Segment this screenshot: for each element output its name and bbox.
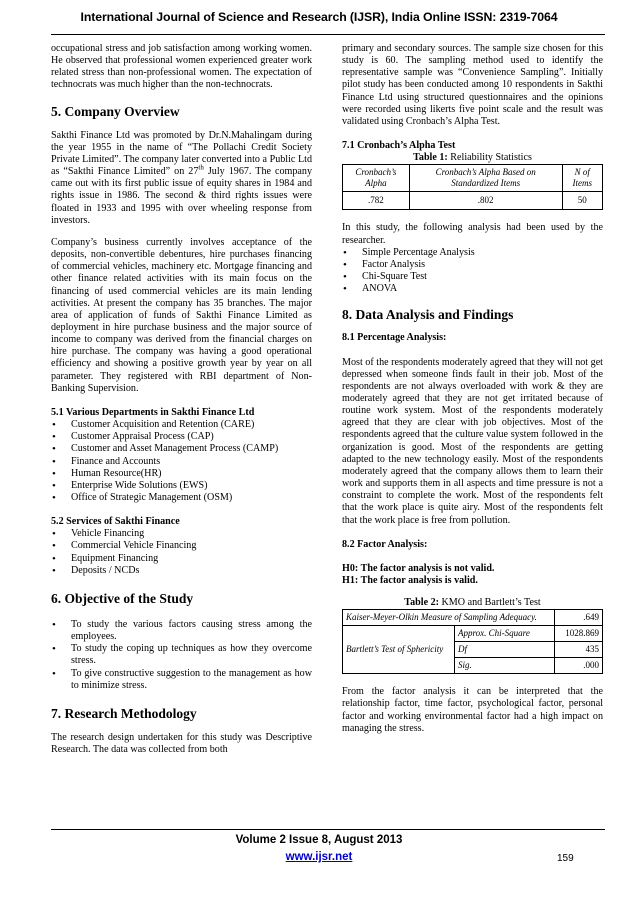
section-5-1-heading: 5.1 Various Departments in Sakthi Finance Ltd: [51, 406, 255, 418]
null-hypothesis: H0: The factor analysis is not valid.: [342, 562, 495, 574]
section-5-paragraph-1: Sakthi Finance Ltd was promoted by Dr.N.Mahalingam during the year 1955 in the name of “The Pollachi Credit Society Private Limited”. The company later converted into a Public Ltd as “Sakthi Finance Limited” on 27th July 1967. The company came out with its first public issue of equity shares in 1984 and rights issue in 1986. The second & third rights issues were floated in 1933 and 1995 with over wheeling response from investors.: [51, 129, 312, 226]
table-cell: 50: [562, 192, 602, 210]
intro-paragraph: occupational stress and job satisfaction among working women. He observed that professional women experienced greater work related stress than non-professional women. The expectation of technocrats was much higher than the non-technocrats.: [51, 43, 312, 91]
header-rule: [51, 34, 605, 35]
footer-url-link[interactable]: www.ijsr.net: [285, 851, 353, 863]
table-cell: Df: [455, 642, 555, 658]
analysis-intro-paragraph: In this study, the following analysis had been used by the researcher.: [342, 222, 603, 246]
table-header-cell: N of Items: [562, 165, 602, 192]
section-5-paragraph-2: Company’s business currently involves acceptance of the deposits, non-convertible debentures, hire purchases financing of commercial vehicles, machinery etc. Mortgage financing and other finance related activities with its main focus on the financing of used commercial vehicles are its main lending activities. At present the company has 35 branches. The major area of application of funds of Sakthi Finance Limited as deployment in hire purchase business and the major source of income to company was derived from the financial charges on hire purchase. The company was having a good operational efficiency and showing a positive growth year by year on all parameter. They registered with RBI department of Non-Banking Supervision.: [51, 236, 312, 394]
table-cell: Approx. Chi-Square: [455, 626, 555, 642]
list-item: • Simple Percentage Analysis: [342, 247, 603, 259]
list-item: • To study the various factors causing stress among the employees.: [51, 619, 312, 643]
list-item: • Factor Analysis: [342, 259, 603, 271]
section-7-1-heading: 7.1 Cronbach’s Alpha Test: [342, 140, 456, 152]
section-8-1-heading: 8.1 Percentage Analysis:: [342, 332, 447, 344]
list-item: • Chi-Square Test: [342, 271, 603, 283]
table-cell: Sig.: [455, 658, 555, 674]
table-row: [343, 610, 603, 626]
percentage-analysis-paragraph: Most of the respondents moderately agreed that they will not get depressed when someone finds fault in their job. Most of the respondents are not always overloaded with work & they are moderately agreed that they are not get irritated because of routine work system. Most of the respondents moderately agreed that they are clear with job objectives. Most of the respondents agreed that the culture value system followed in the organization is good. Most of the respondents are getting adapted to the new technology easily. Most of the respondents moderately agreed that the company allows them to learn their work and supports them in all aspects and time pressure is not a constraint to complete the work. Most of the respondents felt that the work place is quite airy. Most of the respondents felt that the work place is free from pollution.: [342, 356, 603, 526]
section-7-heading: 7. Research Methodology: [51, 705, 197, 721]
list-item: • To give constructive suggestion to the management as how to minimize stress.: [51, 668, 312, 692]
objectives-list: [51, 619, 312, 692]
left-column: [51, 43, 312, 756]
list-item: • Human Resource(HR): [51, 468, 312, 480]
right-column: [342, 43, 603, 735]
list-item: • ANOVA: [342, 283, 603, 295]
list-item: • Equipment Financing: [51, 553, 312, 565]
list-item: • Deposits / NCDs: [51, 565, 312, 577]
list-item: • Office of Strategic Management (OSM): [51, 492, 312, 504]
table-cell: 1028.869: [555, 626, 603, 642]
table-2-caption: Table 2: KMO and Bartlett’s Test: [404, 597, 541, 609]
footer-issue: Volume 2 Issue 8, August 2013: [235, 834, 403, 846]
table-row: [343, 192, 603, 210]
services-list: [51, 528, 312, 577]
section-5-2-heading: 5.2 Services of Sakthi Finance: [51, 516, 180, 528]
section-7-paragraph: The research design undertaken for this study was Descriptive Research. The data was collected from both: [51, 731, 312, 756]
methodology-continued-paragraph: primary and secondary sources. The sample size chosen for this study is 60. The sampling method used to identify the representative sample was “Convenience Sampling”. Initially pilot study has been conducted among 10 respondents in Sakthi Finance Ltd using structured questionnaires and the opinions were recorded using likerts five point scale and the result was validated using Cronbach’s Alpha Test.: [342, 43, 603, 127]
list-item: • Customer Appraisal Process (CAP): [51, 431, 312, 443]
list-item: • Finance and Accounts: [51, 456, 312, 468]
list-item: • Enterprise Wide Solutions (EWS): [51, 480, 312, 492]
list-item: • Vehicle Financing: [51, 528, 312, 540]
journal-header: International Journal of Science and Research (IJSR), India Online ISSN: 2319-7064: [80, 10, 558, 24]
table-1-caption: Table 1: Reliability Statistics: [413, 152, 532, 164]
section-8-heading: 8. Data Analysis and Findings: [342, 307, 514, 323]
table-cell: .000: [555, 658, 603, 674]
section-5-heading: 5. Company Overview: [51, 103, 180, 119]
table-row: [343, 626, 603, 642]
section-8-2-heading: 8.2 Factor Analysis:: [342, 538, 428, 550]
table-row: [343, 165, 603, 192]
departments-list: [51, 419, 312, 504]
section-6-heading: 6. Objective of the Study: [51, 590, 194, 606]
list-item: • Commercial Vehicle Financing: [51, 540, 312, 552]
page-number: 159: [557, 853, 574, 864]
table-cell: .649: [555, 610, 603, 626]
table-cell: Bartlett’s Test of Sphericity: [343, 626, 455, 674]
factor-analysis-conclusion: From the factor analysis it can be interpreted that the relationship factor, time factor, psychological factor, personal factor and working environmental factor had a high impact on managing the stress.: [342, 686, 603, 734]
table-header-cell: Cronbach’s Alpha: [343, 165, 410, 192]
table-cell: .802: [409, 192, 562, 210]
table-header-cell: Cronbach’s Alpha Based on Standardized Items: [409, 165, 562, 192]
footer-rule: [51, 829, 605, 830]
table-cell: .782: [343, 192, 410, 210]
kmo-bartlett-table: [342, 609, 603, 674]
table-cell: 435: [555, 642, 603, 658]
list-item: • Customer and Asset Management Process (CAMP): [51, 443, 312, 455]
reliability-table: [342, 164, 603, 210]
table-cell: Kaiser-Meyer-Olkin Measure of Sampling Adequacy.: [343, 610, 555, 626]
alternative-hypothesis: H1: The factor analysis is valid.: [342, 575, 478, 586]
list-item: • To study the coping up techniques as how they overcome stress.: [51, 643, 312, 667]
list-item: • Customer Acquisition and Retention (CARE): [51, 419, 312, 431]
analyses-list: [342, 247, 603, 296]
